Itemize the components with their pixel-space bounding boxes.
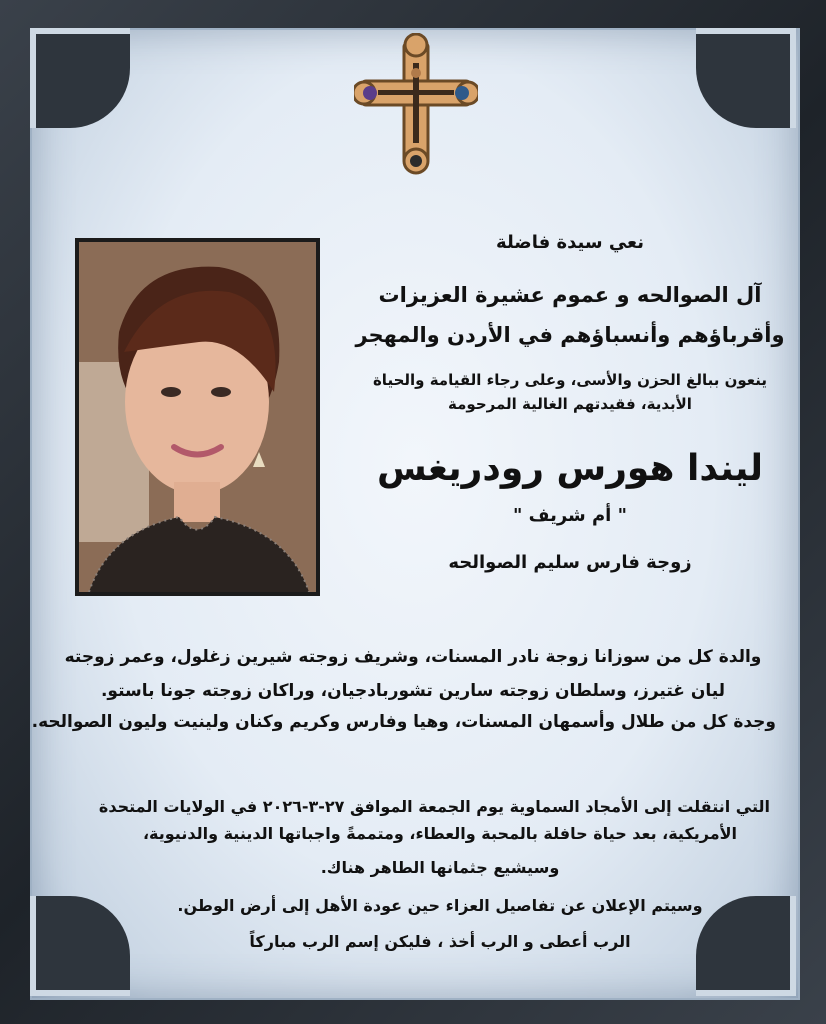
families-line-2: وأقرباؤهم وأنسباؤهم في الأردن والمهجر	[355, 323, 785, 347]
spouse-line: زوجة فارس سليم الصوالحه	[448, 552, 692, 573]
notice-heading: نعي سيدة فاضلة	[496, 232, 644, 253]
mourning-line-2: الأبدية، فقيدتهم الغالية المرحومة	[448, 395, 692, 413]
death-line-1: التي انتقلت إلى الأمجاد السماوية يوم الجمعة الموافق ٢٧-٣-٢٠٢٦ في الولايات المتحدة	[98, 797, 770, 816]
deceased-nickname: " أم شريف "	[512, 505, 627, 526]
deceased-name: ليندا هورس رودريغس	[376, 448, 764, 489]
children-line-2: ليان غتيرز، وسلطان زوجته سارين تشوربادجيان، وراكان زوجته جونا باستو.	[100, 681, 726, 701]
condolence-line: وسيتم الإعلان عن تفاصيل العزاء حين عودة الأهل إلى أرض الوطن.	[177, 896, 703, 915]
death-paragraph	[98, 793, 770, 847]
portrait-image	[79, 242, 316, 592]
death-line-2: الأمريكية، بعد حياة حافلة بالمحبة والعطاء، ومتممةً واجباتها الدينية والدنيوية،	[142, 824, 738, 843]
burial-line: وسيشيع جثمانها الطاهر هناك.	[320, 858, 560, 877]
crucifix-icon	[354, 33, 478, 175]
mourning-statement	[340, 368, 800, 416]
grandchildren-line: وجدة كل من طلال وأسمهان المسنات، وهيا وفارس وكريم وكنان ولينيت وليون الصوالحه.	[31, 712, 776, 732]
families-line-1: آل الصوالحه و عموم عشيرة العزيزات	[378, 283, 762, 307]
closing-verse: الرب أعطى و الرب أخذ ، فليكن إسم الرب مباركاً	[249, 932, 631, 951]
deceased-photo	[75, 238, 320, 596]
children-line-1: والدة كل من سوزانا زوجة نادر المسنات، وشريف زوجته شيرين زغلول، وعمر زوجته	[64, 647, 762, 667]
children-paragraph	[50, 640, 776, 708]
mourning-line-1: ينعون ببالغ الحزن والأسى، وعلى رجاء القيامة والحياة	[372, 371, 768, 389]
